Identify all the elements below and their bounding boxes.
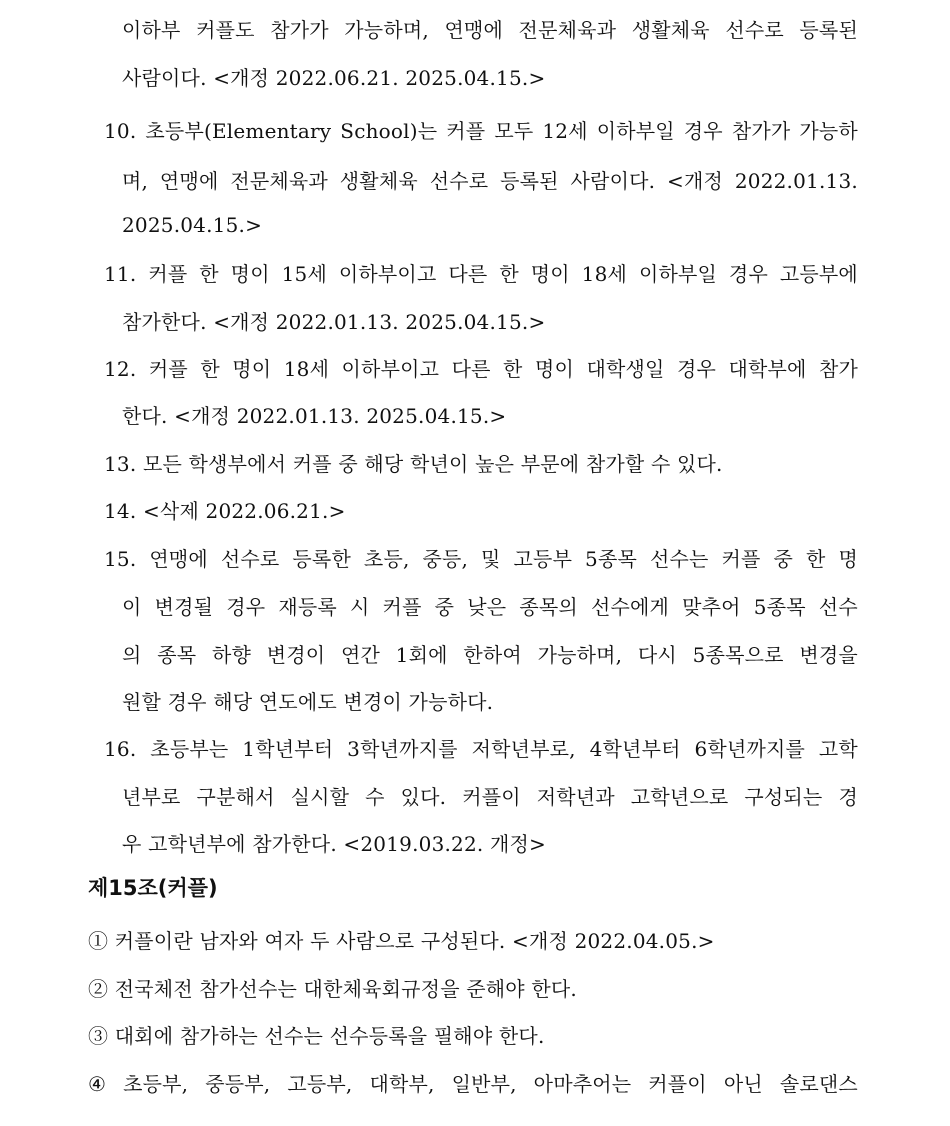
word: 경 — [838, 785, 858, 809]
word: 가능하며, — [344, 18, 429, 42]
word: 11. — [104, 262, 137, 286]
word: 저학년부로, — [471, 737, 576, 761]
word: 참가가 — [270, 18, 329, 42]
word: School)는 — [340, 119, 438, 143]
word: 고등부에 — [779, 262, 858, 286]
word: 중 — [773, 547, 794, 571]
word: 대학부, — [369, 1072, 435, 1096]
word: 경우 — [728, 262, 768, 286]
word: 1회에 — [395, 643, 448, 667]
text-line: 2025.04.15.> — [122, 213, 263, 237]
word: 15세 — [281, 262, 327, 286]
word: 고학 — [818, 737, 858, 761]
list-item-15 — [104, 546, 858, 572]
list-item-10 — [104, 118, 858, 144]
word: 명이 — [232, 357, 272, 381]
word: 명이 — [534, 357, 575, 381]
word: 수 — [365, 785, 385, 809]
word: 사람이다. — [570, 169, 656, 193]
text-line: 참가한다. <개정 2022.01.13. 2025.04.15.> — [122, 310, 546, 334]
word: 명이 — [530, 262, 570, 286]
word: 초등부, — [123, 1072, 189, 1096]
word: 고학년으로 — [630, 785, 729, 809]
word: 5종목 — [753, 595, 806, 619]
word: 연간 — [340, 643, 380, 667]
word: 18세 — [581, 262, 628, 286]
word: 등록된 — [799, 18, 858, 42]
text-line — [122, 642, 858, 668]
word: 한 — [805, 547, 826, 571]
word: 변경될 — [154, 595, 214, 619]
word: 커플이 — [462, 785, 521, 809]
word: 5종목 — [585, 547, 638, 571]
word: 구분해서 — [196, 785, 275, 809]
word: 커플 — [148, 357, 188, 381]
word: 및 — [481, 547, 501, 571]
word: 이하부 — [122, 18, 181, 42]
word: 모두 — [494, 119, 534, 143]
word: 선수로 — [220, 547, 280, 571]
text-line: 우 고학년부에 참가한다. <2019.03.22. 개정> — [122, 832, 547, 856]
list-item-12 — [104, 356, 858, 382]
word: 이하부이고 — [338, 262, 437, 286]
clause-4 — [88, 1071, 858, 1097]
word: 한하여 — [463, 643, 522, 667]
word: 이하부일 — [596, 119, 675, 143]
word: 생활체육 — [339, 169, 418, 193]
word: 등록한 — [292, 547, 351, 571]
word: 실시할 — [290, 785, 350, 809]
word: 생활체육 — [631, 18, 710, 42]
clause-2: ② 전국체전 참가선수는 대한체육회규정을 준해야 한다. — [88, 977, 577, 1001]
word: 연맹에 — [149, 547, 208, 571]
word: 12. — [104, 357, 137, 381]
word: 솔로댄스 — [779, 1072, 858, 1096]
word: 고등부, — [287, 1072, 353, 1096]
word: 아마추어는 — [533, 1072, 632, 1096]
word: 재등록 — [278, 595, 337, 619]
word: 연맹에 — [159, 169, 219, 193]
word: 1학년부터 — [242, 737, 334, 761]
word: 가능하며, — [537, 643, 623, 667]
word: <개정 — [667, 169, 724, 193]
word: 이하부일 — [638, 262, 718, 286]
word: 선수에게 — [590, 595, 670, 619]
word: 참가 — [818, 357, 858, 381]
word: 중 — [434, 595, 455, 619]
word: 전문체육과 — [230, 169, 328, 193]
text-line: 사람이다. <개정 2022.06.21. 2025.04.15.> — [122, 66, 546, 90]
text-line — [122, 784, 858, 810]
word: 경우 — [226, 595, 266, 619]
word: 맞추어 — [682, 595, 741, 619]
word: 참가가 — [731, 119, 791, 143]
word: 명이 — [230, 262, 270, 286]
word: 변경이 — [266, 643, 326, 667]
word: 시 — [349, 595, 370, 619]
word: 한 — [499, 262, 519, 286]
word: 16. — [104, 737, 137, 761]
word: 커플 — [382, 595, 422, 619]
word: 종목 — [157, 643, 197, 667]
word: 초등부(Elementary — [145, 119, 332, 143]
word: 전문체육과 — [518, 18, 617, 42]
word: 고등부 — [513, 547, 573, 571]
word: 10. — [104, 119, 137, 143]
list-item-11 — [104, 261, 858, 287]
word: 초등부는 — [150, 737, 229, 761]
word: 일반부, — [451, 1072, 517, 1096]
word: 한 — [200, 357, 220, 381]
word: 중등, — [422, 547, 469, 571]
word: 다른 — [451, 357, 491, 381]
word: 4학년부터 — [589, 737, 681, 761]
word: 선수는 — [649, 547, 709, 571]
word: 경우 — [683, 119, 723, 143]
word: 중등부, — [205, 1072, 271, 1096]
word: 선수로 — [429, 169, 489, 193]
word: 5종목으로 — [692, 643, 784, 667]
word: 18세 — [283, 357, 330, 381]
word: 12세 — [542, 119, 588, 143]
word: 초등, — [363, 547, 410, 571]
word: 며, — [122, 169, 149, 193]
word: 3학년까지를 — [347, 737, 458, 761]
word: 다른 — [448, 262, 488, 286]
text-line: 원할 경우 해당 연도에도 변경이 가능하다. — [122, 690, 494, 714]
word: 대학부에 — [728, 357, 807, 381]
word: 아닌 — [723, 1072, 763, 1096]
word: 다시 — [637, 643, 677, 667]
word: 대학생일 — [586, 357, 665, 381]
word: 커플도 — [196, 18, 255, 42]
word: 커플 — [148, 262, 188, 286]
word: ④ — [88, 1072, 107, 1096]
list-item-13: 13. 모든 학생부에서 커플 중 해당 학년이 높은 부문에 참가할 수 있다. — [104, 452, 723, 476]
word: 가능하 — [799, 119, 858, 143]
word: 명 — [838, 547, 858, 571]
word: 2022.01.13. — [734, 169, 858, 193]
clause-1: ① 커플이란 남자와 여자 두 사람으로 구성된다. <개정 2022.04.05.> — [88, 929, 715, 953]
word: 있다. — [400, 785, 447, 809]
text-line: 한다. <개정 2022.01.13. 2025.04.15.> — [122, 404, 507, 428]
word: 저학년과 — [536, 785, 615, 809]
word: 한 — [503, 357, 523, 381]
clause-3: ③ 대회에 참가하는 선수는 선수등록을 필해야 한다. — [88, 1024, 545, 1048]
word: 구성되는 — [744, 785, 823, 809]
word: 등록된 — [500, 169, 559, 193]
word: 선수로 — [725, 18, 784, 42]
word: 변경을 — [799, 643, 858, 667]
article-heading: 제15조(커플) — [88, 876, 218, 900]
word: 경우 — [676, 357, 717, 381]
word: 이 — [122, 595, 142, 619]
word: 커플 — [721, 547, 761, 571]
word: 년부로 — [122, 785, 181, 809]
word: 이하부이고 — [341, 357, 440, 381]
word: 종목의 — [519, 595, 578, 619]
word: 낮은 — [467, 595, 507, 619]
list-item-14: 14. <삭제 2022.06.21.> — [104, 499, 346, 523]
text-line — [122, 168, 858, 194]
list-item-16 — [104, 736, 858, 762]
word: 6학년까지를 — [694, 737, 806, 761]
word: 커플 — [446, 119, 486, 143]
text-line — [122, 17, 858, 43]
word: 하향 — [211, 643, 251, 667]
text-line — [122, 594, 858, 620]
word: 의 — [122, 643, 142, 667]
word: 한 — [199, 262, 219, 286]
word: 선수 — [818, 595, 858, 619]
word: 15. — [104, 547, 137, 571]
word: 연맹에 — [444, 18, 504, 42]
word: 커플이 — [648, 1072, 707, 1096]
